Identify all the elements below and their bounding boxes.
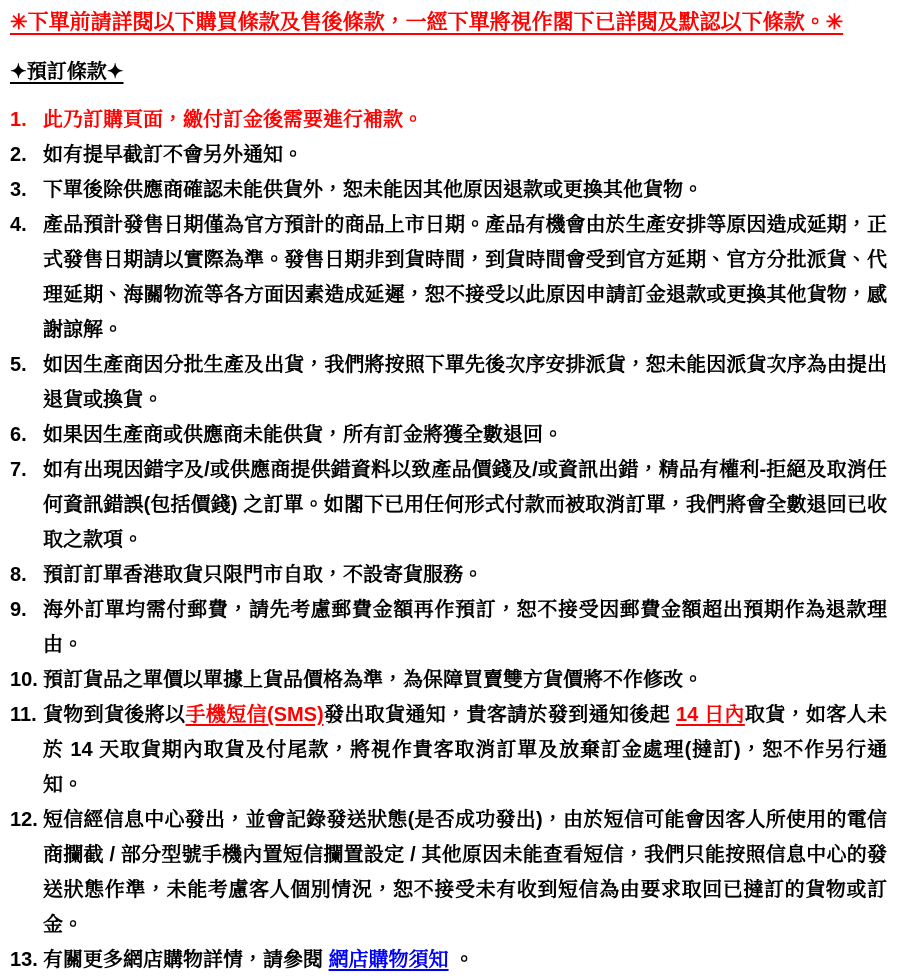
text-run: 取貨，如客人未於 14 天取貨期內取貨及付尾款，將視作貴客取消訂單及放棄訂金處理(撻訂)，恕不作另行通知。 — [43, 704, 888, 796]
term-number: 11. — [10, 704, 37, 726]
term-item-13 — [10, 943, 887, 978]
term-number: 1. — [10, 109, 27, 131]
term-text — [43, 803, 887, 943]
term-number: 12. — [10, 809, 38, 831]
section-title-preorder-terms: ✦預訂條款✦ — [10, 61, 124, 83]
text-run: 有關更多網店購物詳情，請參閱 — [43, 949, 329, 971]
term-text — [43, 663, 887, 698]
text-run: 如果因生產商或供應商未能供貨，所有訂金將獲全數退回。 — [43, 424, 563, 446]
term-number: 8. — [10, 564, 27, 586]
text-run: 下單後除供應商確認未能供貨外，恕未能因其他原因退款或更換其他貨物。 — [43, 179, 703, 201]
term-number: 10. — [10, 669, 38, 691]
term-item-7 — [10, 453, 887, 558]
term-text — [43, 138, 887, 173]
term-number: 6. — [10, 424, 27, 446]
term-text — [43, 208, 887, 348]
term-item-4 — [10, 208, 887, 348]
term-item-2 — [10, 138, 887, 173]
term-text — [43, 418, 887, 453]
text-run: 發出取貨通知，貴客請於發到通知後起 — [323, 704, 676, 726]
store-shopping-guide-link[interactable]: 網店購物須知 — [328, 949, 449, 971]
term-number: 3. — [10, 179, 27, 201]
text-run: 短信經信息中心發出，並會記錄發送狀態(是否成功發出)，由於短信可能會因客人所使用的電信商攔截 / 部分型號手機內置短信攔置設定 / 其他原因未能查看短信，我們只能按照信息中心的發送狀態作準，未能考慮客人個別情況，恕不接受未有收到短信為由要求取回已撻訂的貨物或訂金。 — [43, 809, 887, 936]
term-number: 13. — [10, 949, 38, 971]
red-underline-emphasis: 14 日內 — [675, 704, 745, 726]
term-item-10 — [10, 663, 887, 698]
text-run: 如因生產商因分批生產及出貨，我們將按照下單先後次序安排派貨，恕未能因派貨次序為由提出退貨或換貨。 — [43, 354, 887, 411]
text-run: 預訂訂單香港取貨只限門市自取，不設寄貨服務。 — [43, 564, 483, 586]
text-run: 海外訂單均需付郵費，請先考慮郵費金額再作預訂，恕不接受因郵費金額超出預期作為退款理由。 — [43, 599, 887, 656]
term-text — [43, 558, 887, 593]
text-run: 產品預計發售日期僅為官方預計的商品上市日期。產品有機會由於生產安排等原因造成延期，正式發售日期請以實際為準。發售日期非到貨時間，到貨時間會受到官方延期、官方分批派貨、代理延期、海關物流等各方面因素造成延遲，恕不接受以此原因申請訂金退款或更換其他貨物，感謝諒解。 — [43, 214, 887, 341]
term-text — [43, 943, 887, 978]
term-number: 2. — [10, 144, 27, 166]
term-text — [43, 698, 887, 803]
text-run: 此乃訂購頁面，繳付訂金後需要進行補款。 — [43, 109, 423, 131]
text-run: 如有提早截訂不會另外通知。 — [43, 144, 303, 166]
term-item-1 — [10, 103, 887, 138]
term-number: 4. — [10, 214, 27, 236]
text-run: 。 — [448, 949, 475, 971]
term-text — [43, 103, 887, 138]
term-item-12 — [10, 803, 887, 943]
term-item-8 — [10, 558, 887, 593]
term-item-6 — [10, 418, 887, 453]
term-item-9 — [10, 593, 887, 663]
term-number: 5. — [10, 354, 27, 376]
term-text — [43, 173, 887, 208]
term-item-3 — [10, 173, 887, 208]
term-text — [43, 593, 887, 663]
text-run: 貨物到貨後將以 — [43, 704, 186, 726]
term-item-11 — [10, 698, 887, 803]
text-run: 如有出現因錯字及/或供應商提供錯資料以致產品價錢及/或資訊出錯，精品有權利-拒絕及取消任何資訊錯誤(包括價錢) 之訂單。如閣下已用任何形式付款而被取消訂單，我們將會全數退回已收取之款項。 — [43, 459, 887, 551]
terms-list — [10, 103, 887, 978]
term-text — [43, 348, 887, 418]
term-number: 9. — [10, 599, 27, 621]
term-text — [43, 453, 887, 558]
term-item-5 — [10, 348, 887, 418]
text-run: 預訂貨品之單價以單據上貨品價格為準，為保障買賣雙方貨價將不作修改。 — [43, 669, 703, 691]
preorder-warning-header: ✳下單前請詳閱以下購買條款及售後條款，一經下單將視作閣下已詳閱及默認以下條款。✳ — [10, 11, 844, 34]
red-underline-emphasis: 手機短信(SMS) — [185, 704, 324, 726]
term-number: 7. — [10, 459, 27, 481]
